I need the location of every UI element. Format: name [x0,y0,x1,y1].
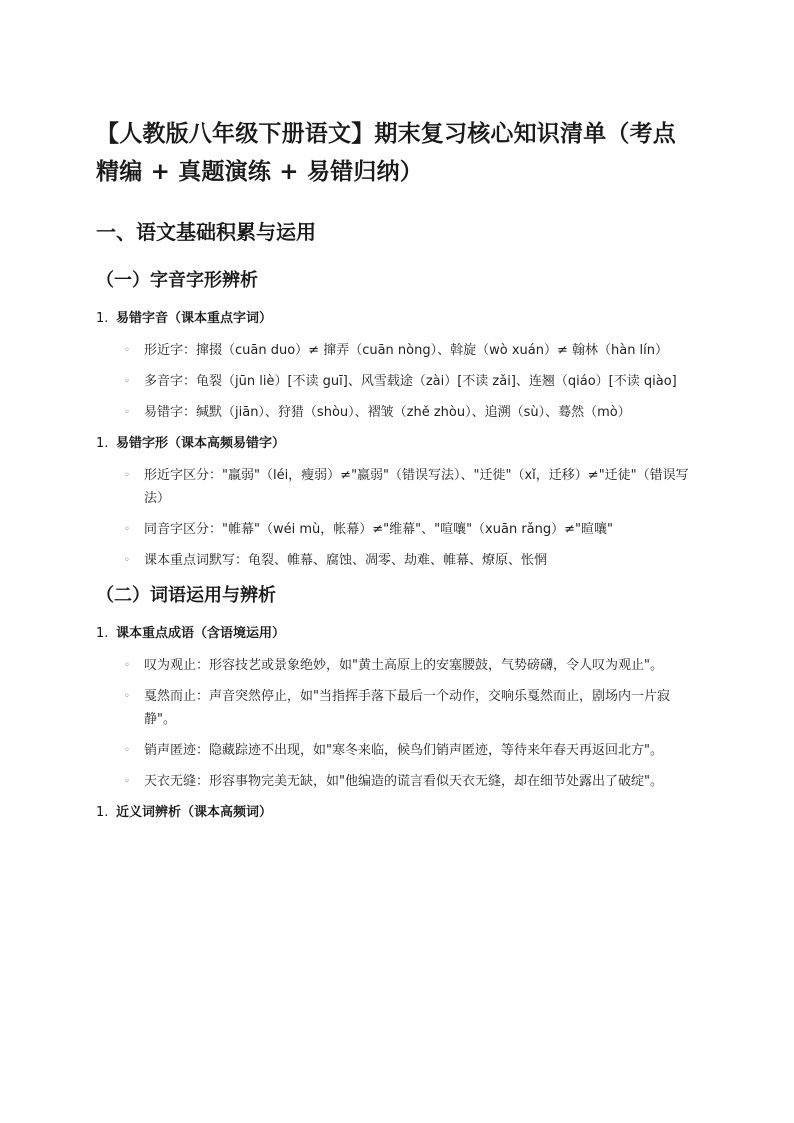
list-item-text: 同音字区分："帷幕"（wéi mù，帐幕）≠"维幕"、"喧嚷"（xuān rǎng）≠"暄嚷" [144,522,613,537]
bullet-list [96,339,698,424]
bullet-icon: ◦ [124,691,130,702]
list-item-text: 多音字：龟裂（jūn liè）[不读 guī]、风雪载途（zài）[不读 zǎi]、连翘（qiáo）[不读 qiào] [144,374,677,389]
list-item [96,739,698,762]
bullet-icon: ◦ [124,776,130,787]
bullet-icon: ◦ [124,660,130,671]
list-item [96,401,698,424]
list-item [96,370,698,393]
subsection-heading: （一）字音字形辨析 [96,270,258,291]
list-item-text: 戛然而止：声音突然停止，如"当指挥手落下最后一个动作，交响乐戛然而止，剧场内一片寂静"。 [144,689,670,727]
list-item-text: 形近字区分："羸弱"（léi，瘦弱）≠"嬴弱"（错误写法）、"迁徙"（xǐ，迁移）≠"迁徒"（错误写法） [144,468,689,506]
list-item [96,549,698,572]
bullet-icon: ◦ [124,407,130,418]
list-title-text: 课本重点成语（含语境运用） [116,626,286,641]
list-item-text: 销声匿迹：隐藏踪迹不出现，如"寒冬来临，候鸟们销声匿迹，等待来年春天再返回北方"。 [144,743,663,758]
bullet-icon: ◦ [124,745,130,756]
list-item [96,339,698,362]
list-title-text: 易错字音（课本重点字词） [116,311,273,326]
bullet-list [96,654,698,793]
list-item [96,770,698,793]
document-title: 【人教版八年级下册语文】期末复习核心知识清单（考点精编 + 真题演练 + 易错归纳） [96,121,676,185]
list-title-text: 近义词辨析（课本高频词） [116,805,273,820]
list-number: 1. [96,626,109,641]
bullet-icon: ◦ [124,555,130,566]
list-number: 1. [96,805,109,820]
list-item-text: 天衣无缝：形容事物完美无缺，如"他编造的谎言看似天衣无缝，却在细节处露出了破绽"。 [144,774,663,789]
list-item [96,685,698,731]
list-number: 1. [96,311,109,326]
bullet-icon: ◦ [124,470,130,481]
list-item [96,464,698,510]
bullet-icon: ◦ [124,345,130,356]
bullet-icon: ◦ [124,524,130,535]
list-item-text: 叹为观止：形容技艺或景象绝妙，如"黄土高原上的安塞腰鼓，气势磅礴，令人叹为观止"。 [144,658,663,673]
list-title [96,624,698,644]
section-heading: 一、语文基础积累与运用 [96,220,316,244]
list-item [96,654,698,677]
bullet-list [96,464,698,572]
list-item [96,518,698,541]
bullet-icon: ◦ [124,376,130,387]
list-item-text: 课本重点词默写：龟裂、帷幕、腐蚀、凋零、劫难、帷幕、燎原、怅惘 [144,553,548,568]
list-title [96,434,698,454]
list-title-text: 易错字形（课本高频易错字） [116,436,286,451]
list-number: 1. [96,436,109,451]
subsection-heading: （二）词语运用与辨析 [96,585,276,606]
list-title [96,309,698,329]
list-title [96,803,698,823]
list-item-text: 易错字：缄默（jiān）、狩猎（shòu）、褶皱（zhě zhòu）、追溯（sù）、蓦然（mò） [144,405,631,420]
list-item-text: 形近字：撺掇（cuān duo）≠ 撺弄（cuān nòng）、斡旋（wò xuán）≠ 翰林（hàn lín） [144,343,669,358]
